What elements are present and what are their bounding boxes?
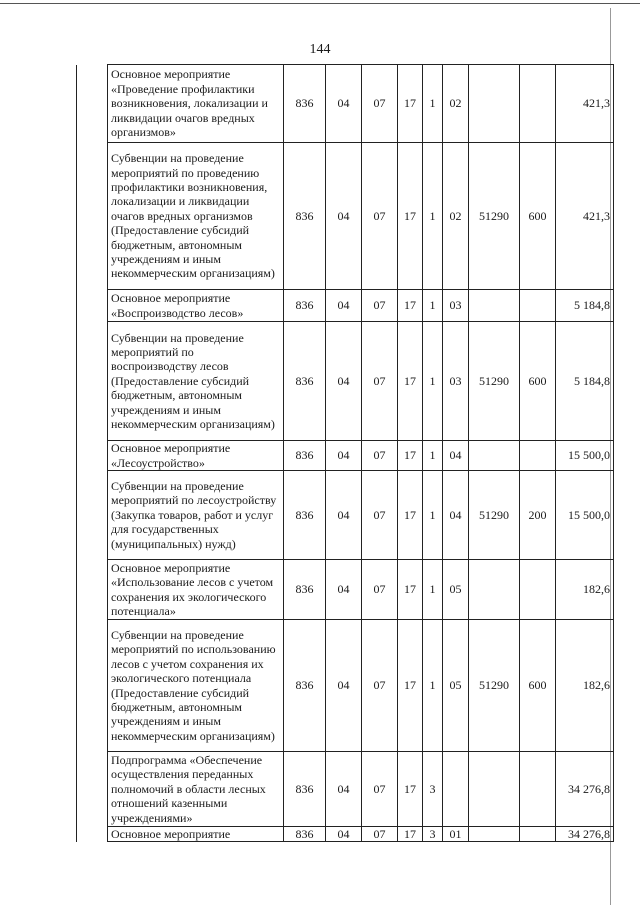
code-program: 17 <box>398 827 423 842</box>
amount: 182,6 <box>556 620 614 752</box>
code-measure: 02 <box>443 143 469 290</box>
code-subprogram: 1 <box>423 471 443 560</box>
code-measure: 05 <box>443 620 469 752</box>
code-program: 17 <box>398 441 423 471</box>
code-ministry: 836 <box>284 143 326 290</box>
item-name: Основное мероприятие «Воспроизводство лесов» <box>108 290 284 322</box>
code-measure: 01 <box>443 827 469 842</box>
code-ministry: 836 <box>284 827 326 842</box>
table-row <box>77 322 614 441</box>
code-expense-type <box>520 65 556 143</box>
code-direction: 51290 <box>469 322 520 441</box>
amount: 15 500,0 <box>556 471 614 560</box>
code-subsection: 07 <box>362 322 398 441</box>
code-subprogram: 1 <box>423 65 443 143</box>
table-row <box>77 471 614 560</box>
code-program: 17 <box>398 143 423 290</box>
amount: 34 276,8 <box>556 752 614 827</box>
table-row <box>77 827 614 842</box>
table-row <box>77 290 614 322</box>
amount: 5 184,8 <box>556 322 614 441</box>
amount: 15 500,0 <box>556 441 614 471</box>
item-name: Субвенции на проведение мероприятий по использованию лесов с учетом сохранения их экологического потенциала (Предоставление субсидий бюджетным, автономным учреждениям и иным некоммерческим организациям) <box>108 620 284 752</box>
page-number: 144 <box>309 42 331 57</box>
item-name: Основное мероприятие <box>108 827 284 842</box>
code-section: 04 <box>326 65 362 143</box>
code-measure <box>443 752 469 827</box>
blank-cell <box>77 752 108 827</box>
top-border-line <box>0 3 640 4</box>
blank-cell <box>77 620 108 752</box>
code-subprogram: 1 <box>423 560 443 620</box>
amount: 34 276,8 <box>556 827 614 842</box>
code-ministry: 836 <box>284 752 326 827</box>
code-expense-type: 600 <box>520 143 556 290</box>
amount: 421,3 <box>556 143 614 290</box>
code-expense-type: 600 <box>520 322 556 441</box>
code-subsection: 07 <box>362 441 398 471</box>
code-expense-type: 600 <box>520 620 556 752</box>
code-direction <box>469 560 520 620</box>
amount: 5 184,8 <box>556 290 614 322</box>
amount: 421,3 <box>556 65 614 143</box>
code-subsection: 07 <box>362 65 398 143</box>
code-program: 17 <box>398 65 423 143</box>
code-expense-type <box>520 560 556 620</box>
code-subprogram: 3 <box>423 752 443 827</box>
item-name: Подпрограмма «Обеспечение осуществления переданных полномочий в области лесных отношений казенными учреждениями» <box>108 752 284 827</box>
table-row <box>77 560 614 620</box>
code-direction <box>469 65 520 143</box>
code-subsection: 07 <box>362 560 398 620</box>
code-subsection: 07 <box>362 143 398 290</box>
code-expense-type: 200 <box>520 471 556 560</box>
table-row <box>77 620 614 752</box>
code-subsection: 07 <box>362 471 398 560</box>
code-subprogram: 1 <box>423 322 443 441</box>
code-measure: 04 <box>443 471 469 560</box>
code-section: 04 <box>326 290 362 322</box>
item-name: Субвенции на проведение мероприятий по проведению профилактики возникновения, локализации и ликвидации очагов вредных организмов (Предоставление субсидий бюджетным, автономным учреждениям и иным некоммерческим организациям) <box>108 143 284 290</box>
code-measure: 03 <box>443 322 469 441</box>
code-program: 17 <box>398 322 423 441</box>
blank-cell <box>77 441 108 471</box>
item-name: Основное мероприятие «Проведение профилактики возникновения, локализации и ликвидации очагов вредных организмов» <box>108 65 284 143</box>
code-section: 04 <box>326 827 362 842</box>
blank-cell <box>77 290 108 322</box>
blank-cell <box>77 143 108 290</box>
blank-cell <box>77 560 108 620</box>
item-name: Основное мероприятие «Лесоустройство» <box>108 441 284 471</box>
code-section: 04 <box>326 560 362 620</box>
code-subsection: 07 <box>362 827 398 842</box>
code-subsection: 07 <box>362 752 398 827</box>
code-subprogram: 1 <box>423 441 443 471</box>
blank-cell <box>77 827 108 842</box>
code-measure: 03 <box>443 290 469 322</box>
code-measure: 02 <box>443 65 469 143</box>
code-expense-type <box>520 752 556 827</box>
table-row <box>77 65 614 143</box>
code-ministry: 836 <box>284 441 326 471</box>
code-program: 17 <box>398 752 423 827</box>
code-section: 04 <box>326 441 362 471</box>
code-direction <box>469 290 520 322</box>
code-ministry: 836 <box>284 620 326 752</box>
code-ministry: 836 <box>284 65 326 143</box>
code-section: 04 <box>326 752 362 827</box>
table-row <box>77 752 614 827</box>
code-expense-type <box>520 290 556 322</box>
code-section: 04 <box>326 620 362 752</box>
code-ministry: 836 <box>284 560 326 620</box>
code-subprogram: 1 <box>423 290 443 322</box>
budget-table <box>76 64 614 842</box>
code-expense-type <box>520 827 556 842</box>
code-subprogram: 3 <box>423 827 443 842</box>
code-program: 17 <box>398 620 423 752</box>
blank-cell <box>77 65 108 143</box>
code-section: 04 <box>326 322 362 441</box>
code-program: 17 <box>398 471 423 560</box>
code-subsection: 07 <box>362 290 398 322</box>
code-subprogram: 1 <box>423 143 443 290</box>
code-ministry: 836 <box>284 322 326 441</box>
code-section: 04 <box>326 471 362 560</box>
code-program: 17 <box>398 290 423 322</box>
code-direction <box>469 441 520 471</box>
code-program: 17 <box>398 560 423 620</box>
blank-cell <box>77 322 108 441</box>
code-measure: 05 <box>443 560 469 620</box>
item-name: Основное мероприятие «Использование лесов с учетом сохранения их экологического потенциала» <box>108 560 284 620</box>
code-subsection: 07 <box>362 620 398 752</box>
code-section: 04 <box>326 143 362 290</box>
code-direction: 51290 <box>469 471 520 560</box>
code-ministry: 836 <box>284 290 326 322</box>
code-direction <box>469 752 520 827</box>
item-name: Субвенции на проведение мероприятий по воспроизводству лесов (Предоставление субсидий бюджетным, автономным учреждениям и иным некоммерческим организациям) <box>108 322 284 441</box>
amount: 182,6 <box>556 560 614 620</box>
table-row <box>77 143 614 290</box>
code-subprogram: 1 <box>423 620 443 752</box>
item-name: Субвенции на проведение мероприятий по лесоустройству (Закупка товаров, работ и услуг для государственных (муниципальных) нужд) <box>108 471 284 560</box>
code-direction: 51290 <box>469 620 520 752</box>
code-direction <box>469 827 520 842</box>
code-expense-type <box>520 441 556 471</box>
table-row <box>77 441 614 471</box>
code-measure: 04 <box>443 441 469 471</box>
blank-cell <box>77 471 108 560</box>
code-ministry: 836 <box>284 471 326 560</box>
code-direction: 51290 <box>469 143 520 290</box>
